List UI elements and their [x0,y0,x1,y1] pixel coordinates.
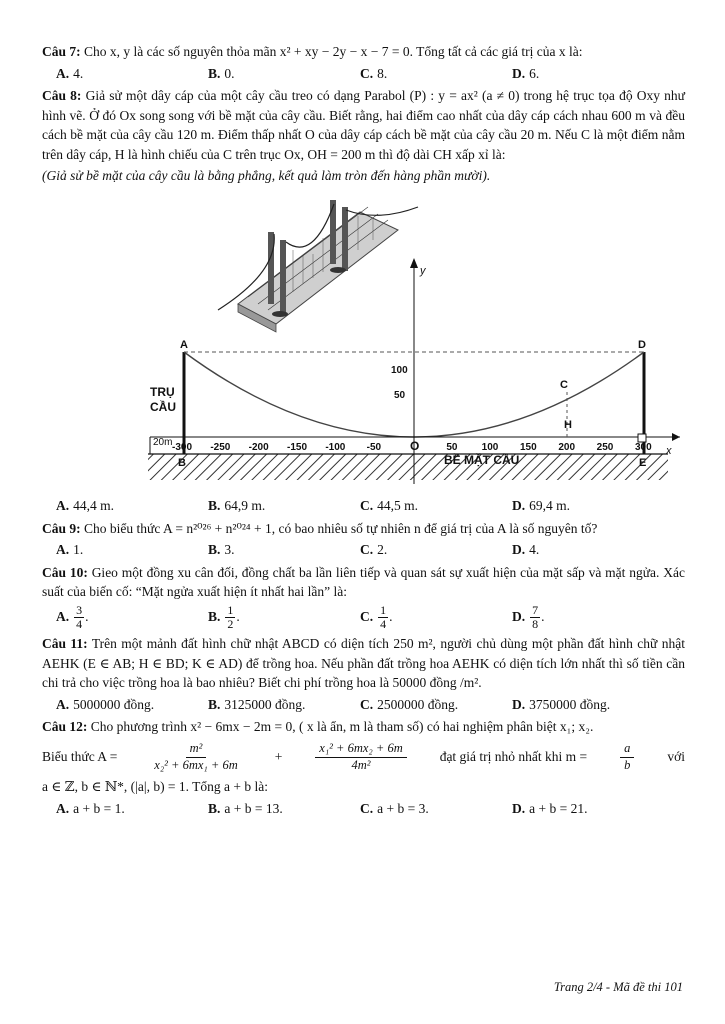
expression-suffix: với [667,749,685,765]
expression-middle: đạt giá trị nhỏ nhất khi m = [439,749,588,765]
options-q12 [42,799,685,819]
y-axis-label: y [420,264,426,277]
option-d[interactable]: D. 69,4 m. [512,497,571,513]
option-d[interactable]: D. 6. [512,65,540,81]
x-tick-label: -200 [248,441,269,453]
x-tick-label: 250 [596,441,614,453]
option-b[interactable]: B. 3. [208,542,235,558]
question-label: Câu 9: [42,520,81,536]
expression-line: Biểu thức A = $\frac{\text{m²}}{\text{x₂² + 6mx₁ + 6m}}$ + $\frac{\text{x₁² + 6mx₂ + 6m}}{\text{4m²}}$ đạt giá trị nhỏ nhất khi m = $\frac{a}{b}$ với [42,740,685,772]
question-11 [42,634,685,693]
question-label: Câu 10: [42,564,88,580]
option-a[interactable]: A. 44,4 m. [56,497,115,513]
expression-prefix: Biểu thức A = [42,749,118,765]
fraction-2: $\frac{\text{x₁² + 6mx₂ + 6m}}{\text{4m²}}$ [315,741,406,773]
option-b[interactable]: B. 64,9 m. [208,497,266,513]
point-e-label: E [639,456,647,469]
question-text: Trên một mảnh đất hình chữ nhật ABCD có diện tích 250 m², người chủ dùng một phần đất hình chữ nhật AEHK (E ∈ AB; H ∈ BD; K ∈ AD) để trồng hoa. Nếu phần đất trồng hoa AEHK có diện tích lớn nhất thì số tiền cần chi trả cho việc trồng hoa là bao nhiêu? Biết chi phí trồng hoa là 50000 đồng /m². [42,636,685,691]
x-tick-label: -300 [172,441,193,453]
options-q7 [42,64,685,84]
fraction: $\frac{7}{8}$ [532,602,539,631]
option-b[interactable]: B. $\frac{1}{2}$ . [208,602,240,631]
options-q10 [42,604,685,631]
option-d[interactable]: D. a + b = 21. [512,800,588,816]
option-a[interactable]: A. 5000000 đồng. [56,696,155,712]
question-text: Giả sử một dây cáp của một cây cầu treo có dạng Parabol (P) : y = ax² (a ≠ 0) trong hệ trục tọa độ Oxy như hình vẽ. Ở đó Ox song song với bề mặt của cây cầu. Biết rằng, hai điểm cao nhất của dây cáp cách nhau 600 m và đều cách bề mặt của cây cầu 120 m. Điểm thấp nhất O của dây cáp cách bề mặt của cây cầu 20 m. Nếu C là một điểm nằm trên dây cáp, H là hình chiếu của C trên trục Ox, OH = 200 m thì độ dài CH xấp xỉ là: [42,88,685,162]
question-label: Câu 8: [42,88,82,104]
question-label: Câu 12: [42,719,88,735]
point-c-label: C [560,378,568,391]
x-tick-label: -50 [366,441,382,453]
option-a[interactable]: A. 1. [56,542,84,558]
ground-hatch [148,454,668,480]
question-10 [42,563,685,602]
option-c[interactable]: C. 8. [360,65,388,81]
y-tick-50: 50 [394,389,406,401]
x-tick-label: 200 [558,441,576,453]
x-tick-label: -100 [325,441,346,453]
option-d[interactable]: D. 4. [512,542,540,558]
question-text: Cho biểu thức A = n²⁰²⁶ + n²⁰²⁴ + 1, có bao nhiêu số tự nhiên n để giá trị của A là số nguyên tố? [84,520,598,536]
option-c[interactable]: C. 2500000 đồng. [360,696,459,712]
option-d[interactable]: D. $\frac{7}{8}$ . [512,602,545,631]
options-q9 [42,540,685,560]
option-a[interactable]: A. a + b = 1. [56,800,125,816]
options-q8 [42,496,685,516]
x-tick-label: 150 [520,441,537,453]
option-c[interactable]: C. 44,5 m. [360,497,419,513]
fraction: $\frac{1}{2}$ [227,602,234,631]
bridge-figure [98,192,672,492]
x-tick-label: -150 [287,441,308,453]
fraction-1: $\frac{\text{m²}}{\text{x₂² + 6mx₁ + 6m}}$ [154,740,238,772]
option-a[interactable]: A. $\frac{3}{4}$ . [56,602,89,631]
question-7 [42,42,685,62]
question-note: (Giả sử bề mặt của cây cầu là bằng phẳng, kết quả làm tròn đến hàng phần mười). [42,168,491,184]
fraction: $\frac{1}{4}$ [380,602,387,631]
option-a[interactable]: A. 4. [56,65,84,81]
tower-label-line2: CẦU [150,399,176,414]
page-footer: Trang 2/4 - Mã đề thi 101 [553,979,683,994]
option-c[interactable]: C. 2. [360,542,388,558]
question-label: Câu 7: [42,44,81,59]
surface-label: BỀ MẶT CẦU [444,452,520,467]
option-d[interactable]: D. 3750000 đồng. [512,696,611,712]
x-tick-label: 50 [446,441,458,453]
option-c[interactable]: C. $\frac{1}{4}$ . [360,602,393,631]
point-d-label: D [638,338,646,351]
question-8 [42,86,685,164]
option-c[interactable]: C. a + b = 3. [360,800,429,816]
x-axis-label: x [666,444,672,457]
option-b[interactable]: B. 0. [208,65,235,81]
x-tick-label: 300 [635,441,652,453]
question-12 [42,717,685,737]
tower-label-line1: TRỤ [150,384,175,399]
question-condition: a ∈ ℤ, b ∈ ℕ*, (|a|, b) = 1. Tổng a + b là: [42,779,269,795]
offset-label: 20m [153,436,173,448]
question-9 [42,519,685,539]
bridge-illustration [218,200,418,332]
x-tick-label: 100 [481,441,499,453]
point-o-label: O [410,438,420,453]
question-label: Câu 11: [42,636,88,652]
y-tick-100: 100 [391,364,408,376]
fraction: $\frac{3}{4}$ [76,602,83,631]
question-text: Cho phương trình x² − 6mx − 2m = 0, ( x là ẩn, m là tham số) có hai nghiệm phân biệt x₁; x₂. [90,719,594,735]
question-text: Cho x, y là các số nguyên thỏa mãn x² + xy − 2y − x − 7 = 0. Tổng tất cả các giá trị của x là: [84,44,583,59]
point-a-label: A [180,338,188,351]
x-tick-label: -250 [210,441,231,453]
fraction-3: $\frac{a}{b}$ [620,741,634,773]
question-text: Gieo một đồng xu cân đối, đồng chất ba lần liên tiếp và quan sát sự xuất hiện của mặt sấp và mặt ngửa. Xác suất của biến cố: “Mặt ngửa xuất hiện ít nhất hai lần” là: [42,564,685,600]
options-q11 [42,695,685,715]
point-b-label: B [178,456,186,469]
bridge-diagram [98,192,672,492]
option-b[interactable]: B. 3125000 đồng. [208,696,306,712]
option-b[interactable]: B. a + b = 13. [208,800,283,816]
point-h-label: H [564,418,572,431]
